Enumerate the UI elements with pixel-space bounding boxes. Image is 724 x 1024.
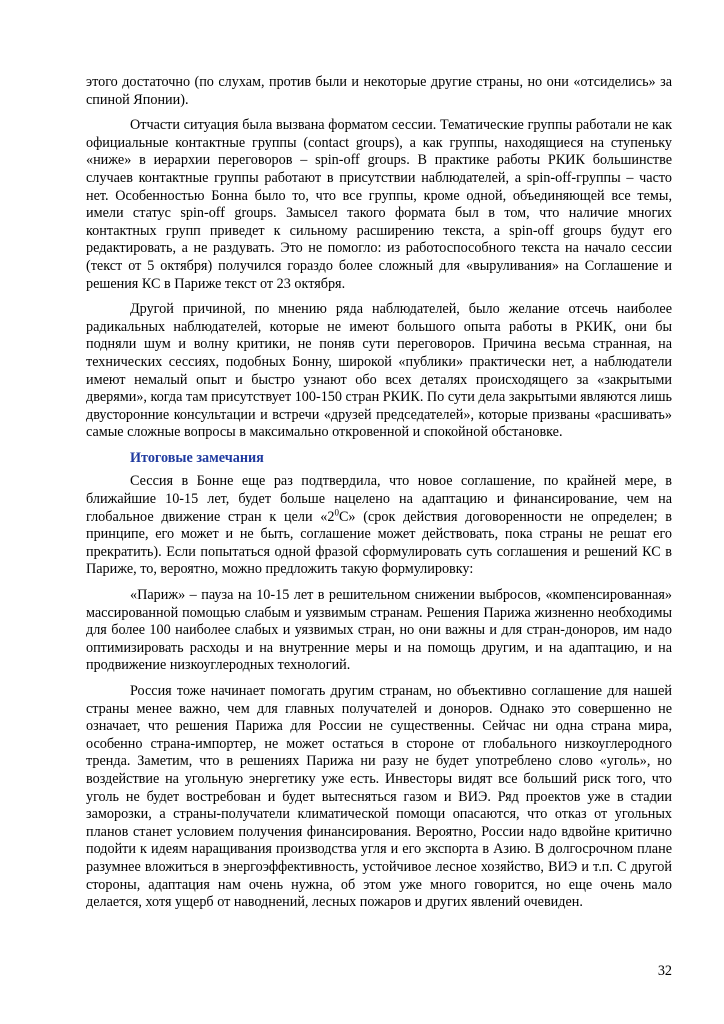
paragraph-russia: Россия тоже начинает помогать другим странам, но объективно соглашение для нашей страны менее важно, чем для главных получателей и доноров. Однако это совершенно не означает, что решения Парижа для России не существенны. Сейчас ни одна страна мира, особенно страна-импортер, не может остаться в стороне от глобального низкоуглеродного тренда. Заметим, что в решениях Парижа ни разу не будет употреблено слово «уголь», но воздействие на угольную энергетику уже есть. Инвесторы видят все больший риск того, что уголь не будет востребован и будет вытесняться газом и ВИЭ. Ряд проектов уже в стадии заморозки, а страны-получатели климатической помощи опасаются, что отказ от угольных планов станет условием получения финансирования. Вероятно, России надо вдвойне критично подойти к идеям наращивания производства угля и его экспорта в Азию. В долгосрочном плане разумнее вложиться в энергоэффективность, устойчивое лесное хозяйство, ВИЭ и т.п. С другой стороны, адаптация нам очень нужна, об этом уже много говорится, но еще очень мало делается, хотя ущерб от наводнений, лесных пожаров и других явлений очевиден. (86, 683, 672, 911)
summary-text-start: Сессия в Бонне еще раз подтвердила, что новое соглашение, по крайней мере, в ближайшие 10-15 лет, будет больше нацелено на адаптацию и финансирование, чем на глобальное движение стран к цели «2 (86, 473, 672, 525)
paragraph-other-reason: Другой причиной, по мнению ряда наблюдателей, было желание отсечь наиболее радикальных наблюдателей, которые не имеют большого опыта работы в РКИК, они бы подняли шум и волну критики, не поняв сути переговоров. Причина весьма странная, на технических сессиях, подобных Бонну, широкой «публики» практически нет, а наблюдатели имеют немалый опыт и быстро узнают обо всех деталях происходящего за «закрытыми дверями», когда там присутствует 100-150 стран РКИК. По сути дела закрытыми являются лишь двусторонние консультации и встречи «друзей председателей», которые призваны «расшивать» самые сложные вопросы в максимально откровенной и спокойной обстановке. (86, 301, 672, 441)
degree-superscript: 0 (334, 506, 339, 517)
paragraph-summary (86, 473, 672, 579)
paragraph-paris-formula: «Париж» – пауза на 10-15 лет в решительном снижении выбросов, «компенсированная» массированной помощью слабым и уязвимым странам. Решения Парижа жизненно необходимы для более 100 наиболее слабых и уязвимых стран, но они важны и для стран-доноров, им надо оптимизировать расходы и на внутренние меры и на помощь другим, и на адаптацию, и на продвижение низкоуглеродных технологий. (86, 587, 672, 674)
paragraph-session-format: Отчасти ситуация была вызвана форматом сессии. Тематические группы работали не как официальные контактные группы (contact groups), а как группы, находящиеся на ступеньку «ниже» в иерархии переговоров – spin-off groups. В практике работы РКИК большинстве случаев контактные группы работают в присутствии наблюдателей, а spin-off-группы – часто нет. Особенностью Бонна было то, что все группы, кроме одной, объединяющей все темы, имели статус spin-off groups. Замысел такого формата был в том, что наличие многих контактных групп приведет к сильному расширению текста, а spin-off groups будут его редактировать, а не раздувать. Это не помогло: из работоспособного текста на начало сессии (текст от 5 октября) получился гораздо более сложный для «выруливания» на Соглашение и решения КС в Париже текст от 23 октября. (86, 117, 672, 292)
paragraph-continuation: этого достаточно (по слухам, против были и некоторые другие страны, но они «отсиделись» за спиной Японии). (86, 74, 672, 108)
page-number: 32 (657, 963, 672, 979)
document-page (86, 74, 672, 920)
section-heading: Итоговые замечания (130, 449, 264, 466)
summary-text-end: С» (срок действия договоренности не определен; в принципе, его может и не быть, соглашение может действовать, пока страны не решат его прекратить). Если попытаться одной фразой сформулировать суть соглашения и решений КС в Париже, то, вероятно, можно предложить такую формулировку: (86, 508, 672, 578)
